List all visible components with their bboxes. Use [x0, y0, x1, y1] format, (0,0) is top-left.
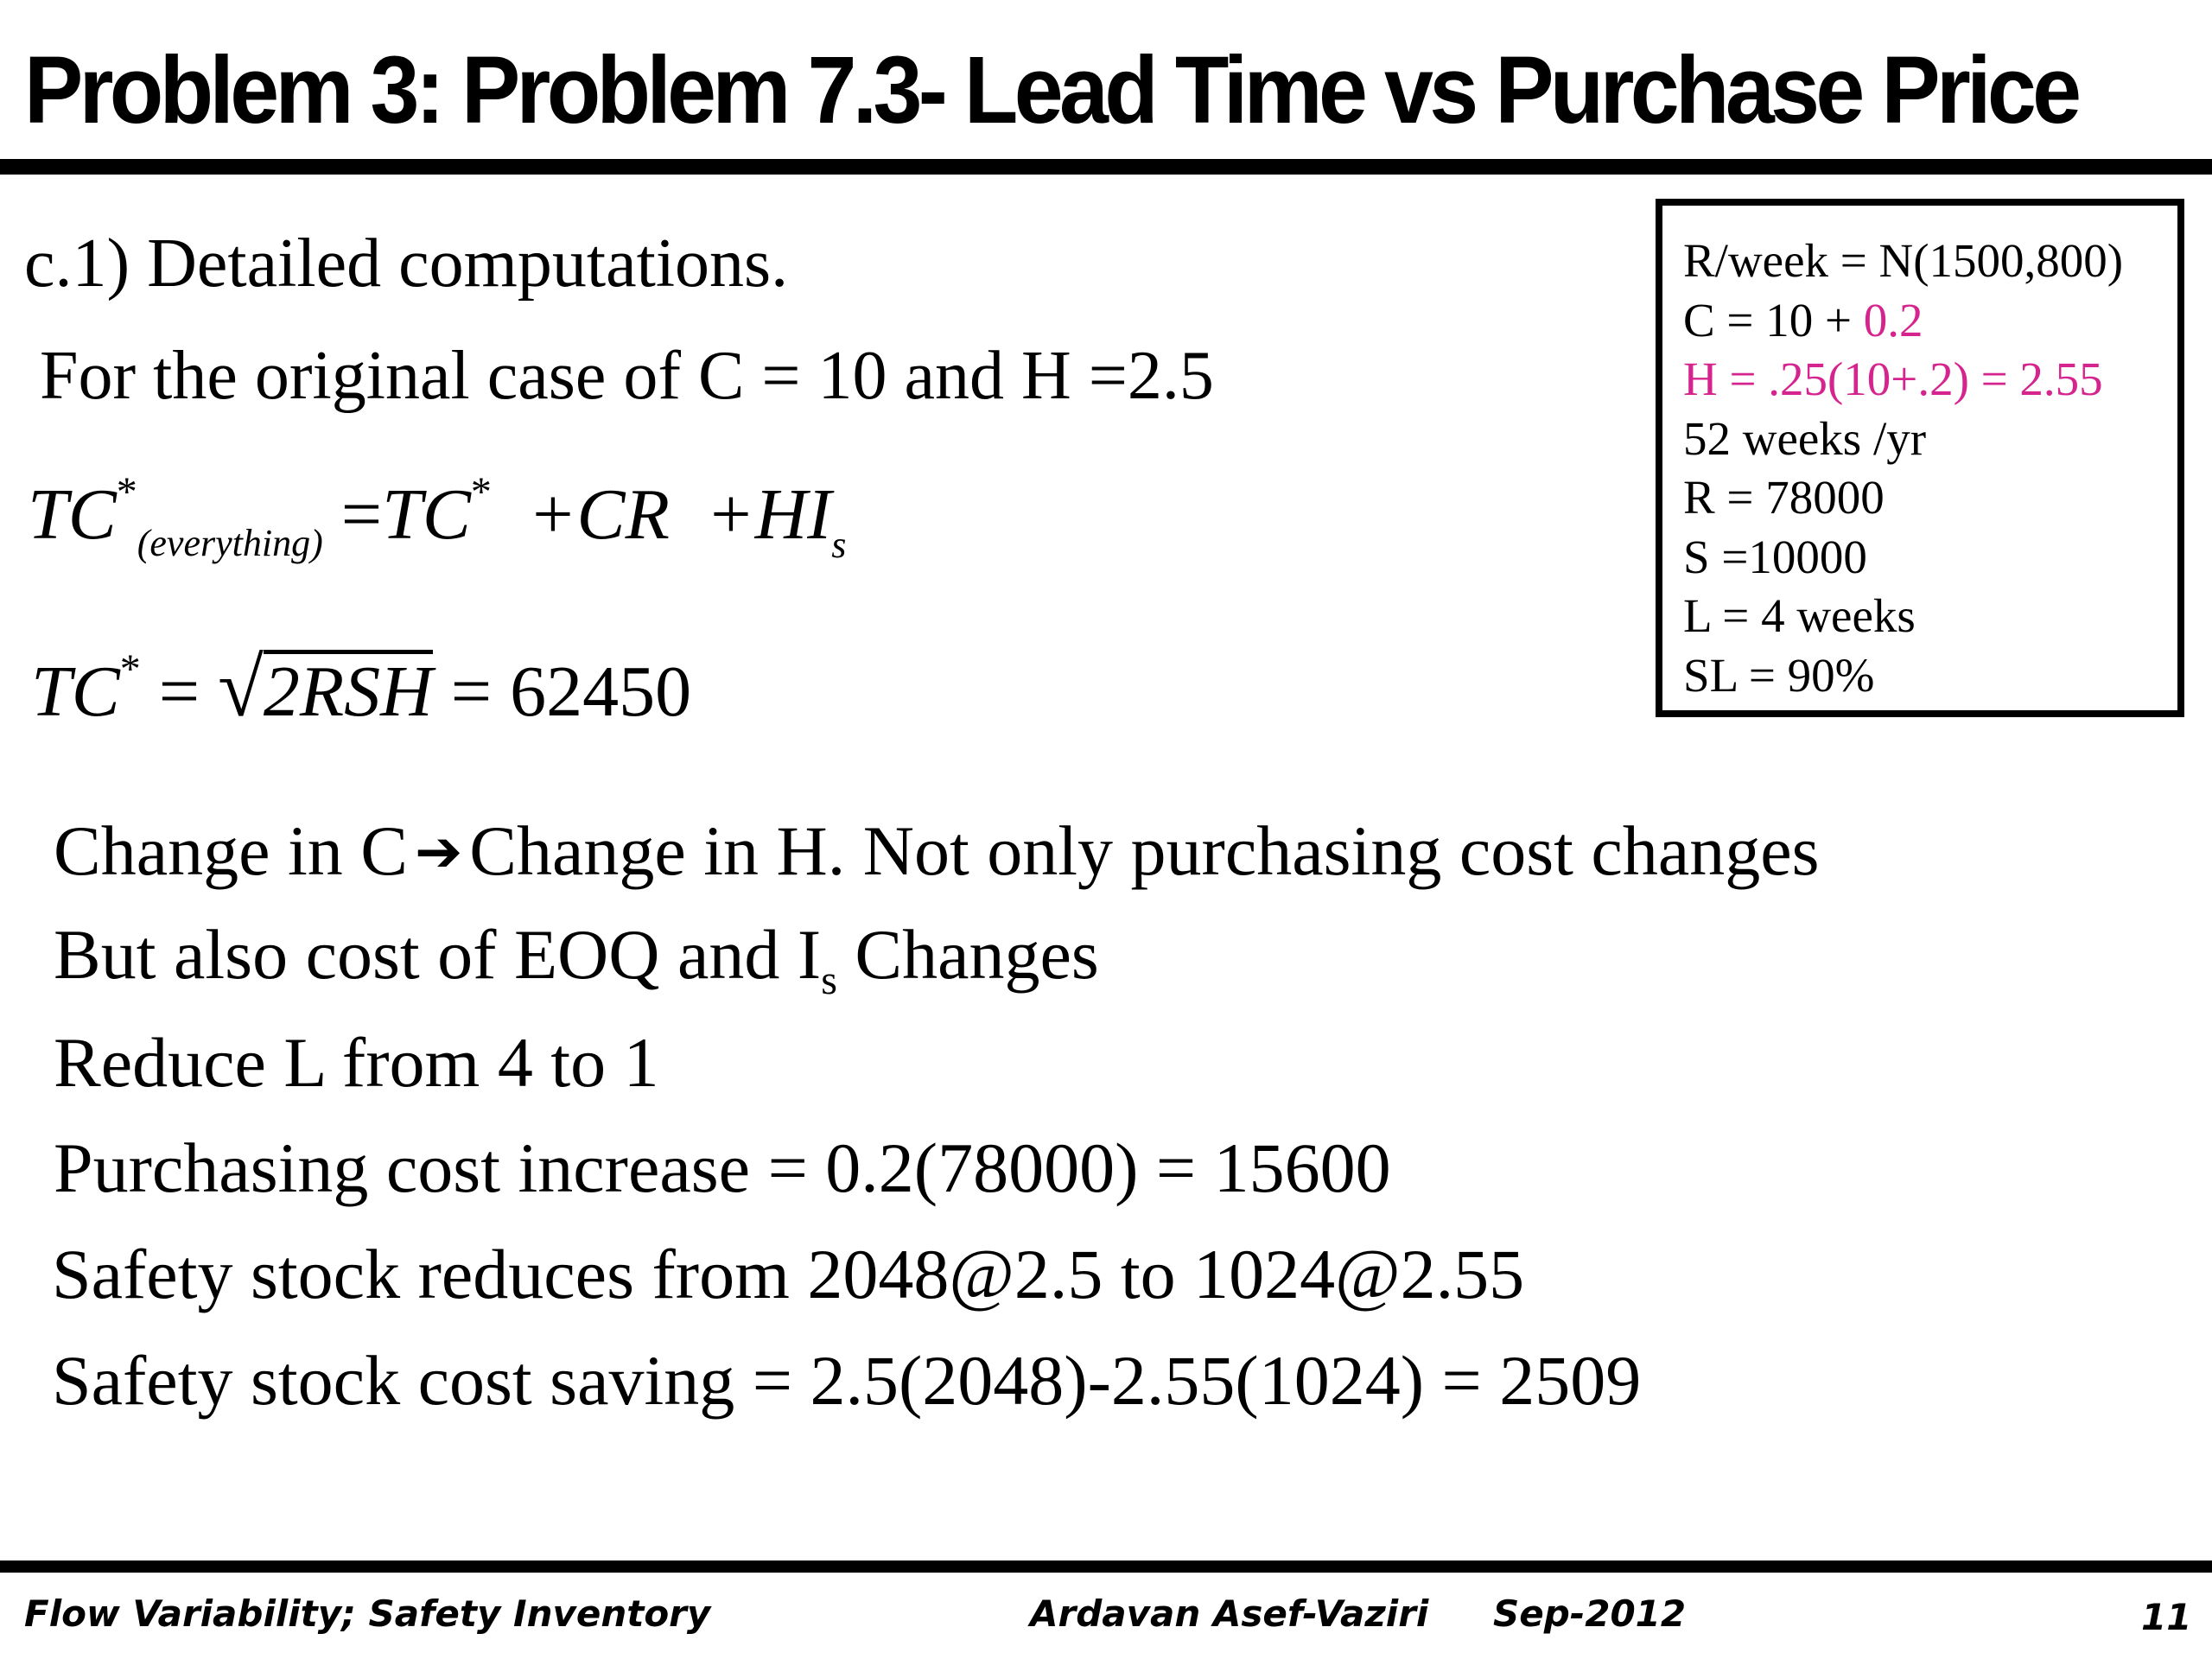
given-l: L = 4 weeks	[1683, 589, 1916, 642]
formula2-lhs: TC	[31, 652, 120, 732]
formula2-equals: =	[158, 652, 200, 732]
given-weeks: 52 weeks /yr	[1683, 411, 1927, 465]
footer-page-number: 11	[2141, 1596, 2192, 1638]
footer-divider	[0, 1560, 2212, 1573]
change-in-h-text: Change in H. Not only purchasing cost changes	[469, 811, 1820, 890]
formula1-hi-sub: s	[831, 524, 847, 566]
formula1-plus-hi: +HI	[705, 474, 832, 555]
given-r: R = 78000	[1683, 471, 1885, 524]
eoq-change-line	[54, 912, 1099, 1024]
given-c-value: 0.2	[1863, 293, 1923, 346]
eoq-change-sub: s	[821, 957, 837, 1003]
footer-author: Ardavan Asef-Vaziri	[1030, 1592, 1429, 1635]
purchasing-cost-line: Purchasing cost increase = 0.2(78000) = 15600	[54, 1128, 1391, 1207]
change-in-c-text: Change in C	[54, 811, 408, 890]
given-r-week: R/week = N(1500,800)	[1683, 234, 2124, 287]
given-h: H = .25(10+.2) = 2.55	[1683, 353, 2103, 405]
footer-course-title: Flow Variability; Safety Inventory	[24, 1592, 711, 1635]
radical-sign: √	[218, 641, 264, 734]
computations-heading: c.1) Detailed computations.	[24, 226, 789, 302]
formula1-rhs-tc: TC	[382, 474, 471, 555]
footer-date: Sep-2012	[1493, 1592, 1687, 1635]
formula1-lhs-sub: (everything)	[137, 522, 323, 564]
eoq-change-text: But also cost of EOQ and I	[54, 915, 822, 994]
formula1-rhs-sup: *	[470, 469, 492, 515]
eoq-change-suffix: Changes	[836, 915, 1099, 994]
slide-title: Problem 3: Problem 7.3- Lead Time vs Purchase Price	[24, 37, 2078, 143]
formula2-result: 62450	[510, 652, 692, 732]
given-s: S =10000	[1683, 530, 1867, 583]
safety-stock-saving-line: Safety stock cost saving = 2.5(2048)-2.55(1024) = 2509	[52, 1341, 1642, 1420]
formula2-equals-2: =	[450, 652, 493, 732]
safety-stock-line: Safety stock reduces from 2048@2.5 to 1024@2.55	[52, 1235, 1525, 1313]
formula1-plus-cr: +CR	[527, 474, 670, 555]
formula1-equals: =	[340, 474, 383, 555]
right-arrow-icon: ➔	[414, 818, 463, 885]
reduce-lead-time-line: Reduce L from 4 to 1	[54, 1023, 659, 1102]
eoq-cost-formula	[31, 626, 691, 735]
given-c-prefix: C = 10 +	[1683, 293, 1864, 346]
radicand: 2RSH	[263, 652, 433, 732]
given-sl: SL = 90%	[1683, 648, 1875, 702]
givens-box	[1656, 199, 2184, 717]
formula2-lhs-sup: *	[119, 646, 141, 692]
given-c	[1683, 291, 2177, 351]
formula1-lhs-sup: *	[116, 469, 137, 515]
total-cost-formula	[28, 449, 846, 588]
title-divider	[0, 159, 2212, 175]
formula1-lhs: TC	[28, 474, 117, 555]
change-in-c-line	[54, 808, 1820, 895]
original-case-text: For the original case of C = 10 and H =2.5	[40, 338, 1214, 414]
square-root	[218, 641, 433, 735]
